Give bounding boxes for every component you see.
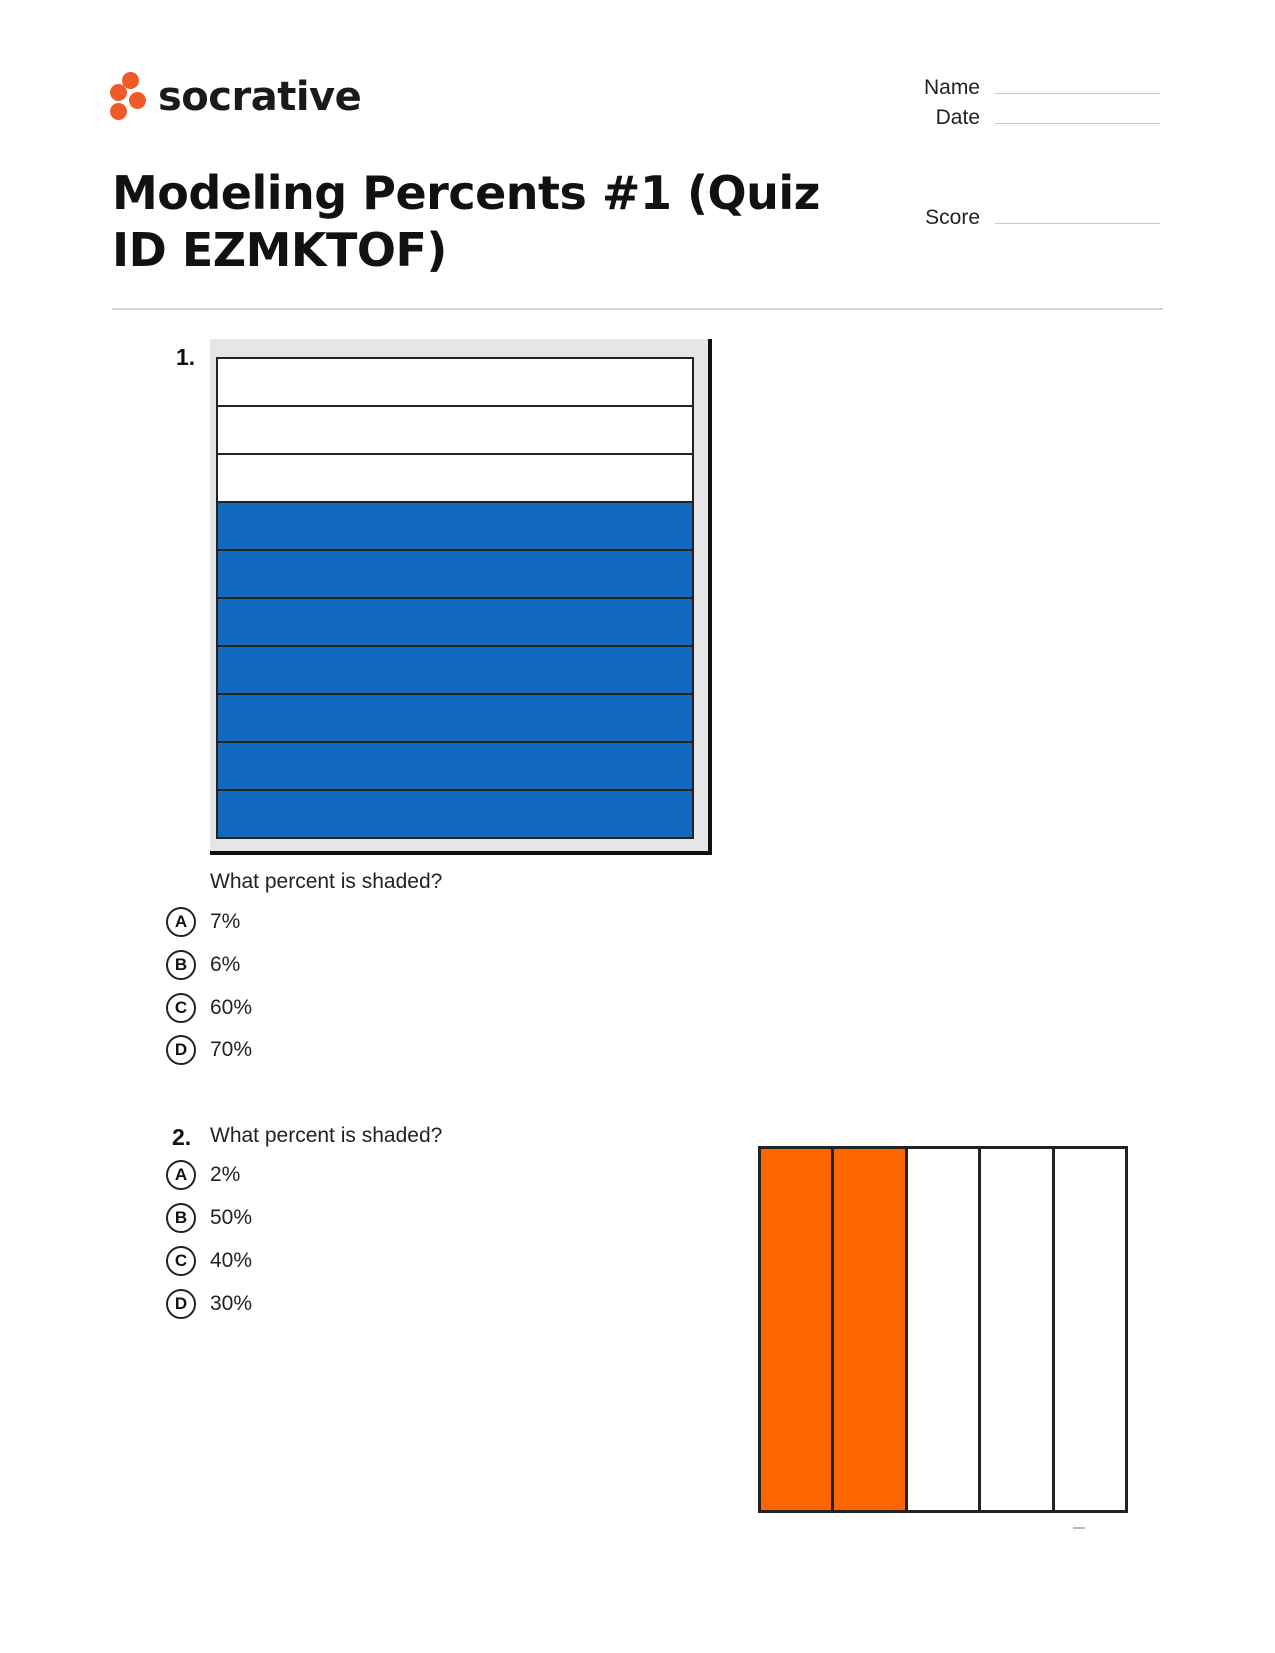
brand-name: socrative bbox=[158, 74, 362, 120]
option-text: 2% bbox=[210, 1163, 241, 1186]
date-line bbox=[995, 122, 1160, 124]
question-2-option-c[interactable] bbox=[166, 1244, 252, 1278]
option-letter-c[interactable]: C bbox=[166, 1246, 196, 1276]
socrative-logo-icon bbox=[110, 72, 150, 122]
question-1-option-d[interactable] bbox=[166, 1033, 252, 1067]
option-text: 7% bbox=[210, 910, 241, 933]
question-1-figure bbox=[210, 339, 712, 855]
strip-10 bbox=[218, 791, 692, 837]
option-letter-d[interactable]: D bbox=[166, 1035, 196, 1065]
figure-artifact-mark bbox=[1073, 1527, 1085, 1529]
question-2-option-b[interactable] bbox=[166, 1201, 252, 1235]
option-text: 30% bbox=[210, 1292, 253, 1315]
strip-4 bbox=[218, 503, 692, 551]
option-letter-a[interactable]: A bbox=[166, 1160, 196, 1190]
option-letter-b[interactable]: B bbox=[166, 1203, 196, 1233]
strip-3 bbox=[218, 455, 692, 503]
option-letter-d[interactable]: D bbox=[166, 1289, 196, 1319]
quiz-title: Modeling Percents #1 (Quiz ID EZMKTOF) bbox=[112, 166, 820, 277]
question-1-grid bbox=[216, 357, 694, 839]
column-2 bbox=[834, 1149, 907, 1510]
column-3 bbox=[908, 1149, 981, 1510]
option-letter-c[interactable]: C bbox=[166, 993, 196, 1023]
score-line bbox=[995, 222, 1160, 224]
strip-7 bbox=[218, 647, 692, 695]
option-text: 70% bbox=[210, 1038, 253, 1061]
name-label: Name bbox=[923, 76, 980, 99]
question-2-text: What percent is shaded? bbox=[210, 1124, 443, 1147]
question-2-figure bbox=[758, 1146, 1128, 1513]
question-1-option-a[interactable] bbox=[166, 905, 240, 939]
question-2-option-a[interactable] bbox=[166, 1158, 240, 1192]
option-text: 6% bbox=[210, 953, 241, 976]
name-field[interactable] bbox=[880, 76, 1160, 100]
strip-1 bbox=[218, 359, 692, 407]
date-field[interactable] bbox=[880, 106, 1160, 130]
name-line bbox=[995, 92, 1160, 94]
question-2-option-d[interactable] bbox=[166, 1287, 252, 1321]
strip-6 bbox=[218, 599, 692, 647]
column-5 bbox=[1055, 1149, 1125, 1510]
score-label: Score bbox=[925, 206, 980, 229]
option-text: 40% bbox=[210, 1249, 253, 1272]
question-1-option-b[interactable] bbox=[166, 948, 240, 982]
date-label: Date bbox=[935, 106, 980, 129]
header-divider bbox=[112, 308, 1163, 310]
strip-9 bbox=[218, 743, 692, 791]
score-field[interactable] bbox=[880, 206, 1160, 230]
option-letter-a[interactable]: A bbox=[166, 907, 196, 937]
option-letter-b[interactable]: B bbox=[166, 950, 196, 980]
question-1-option-c[interactable] bbox=[166, 991, 252, 1025]
option-text: 50% bbox=[210, 1206, 253, 1229]
strip-2 bbox=[218, 407, 692, 455]
question-2-number: 2. bbox=[172, 1124, 192, 1150]
strip-8 bbox=[218, 695, 692, 743]
question-1-text: What percent is shaded? bbox=[210, 870, 443, 893]
column-1 bbox=[761, 1149, 834, 1510]
strip-5 bbox=[218, 551, 692, 599]
option-text: 60% bbox=[210, 996, 253, 1019]
socrative-logo bbox=[110, 72, 361, 122]
question-1-number: 1. bbox=[176, 344, 196, 370]
column-4 bbox=[981, 1149, 1054, 1510]
